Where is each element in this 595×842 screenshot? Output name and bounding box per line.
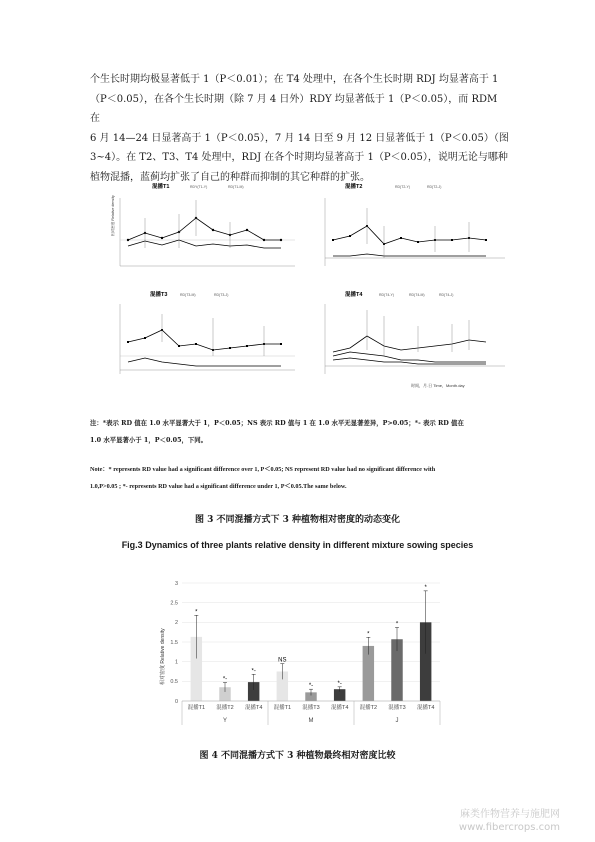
fig4-sig-label: * <box>367 631 370 638</box>
panel-t2-legend-1: RD(T2-Y) <box>395 185 410 189</box>
fig4-sig-label: NS <box>278 657 287 664</box>
body-paragraph <box>90 70 510 187</box>
panel-t1-legend-2: RD(T1-M) <box>228 185 244 189</box>
fig4-category-label: 混播T1 <box>187 705 206 711</box>
fig4-sig-label: * <box>395 621 399 628</box>
paragraph-line-3: 6 月 14—24 日显著高于 1（P＜0.05），7 月 14 日至 9 月 12 日显著低于 1（P＜0.05）（图 <box>90 132 509 144</box>
fig4-ytick-label: 0.5 <box>170 679 178 686</box>
fig3-caption-en: Fig.3 Dynamics of three plants relative density in different mixture sowing species <box>121 540 474 550</box>
panel-t4-title: 混播T4 <box>345 292 363 298</box>
fig4-caption-zh: 图 4 不同混播方式下 3 种植物最终相对密度比较 <box>199 751 396 761</box>
paragraph-line-5: 植物混播，蓝蓟均扩张了自己的种群而抑制的其它种群的扩张。 <box>90 171 370 183</box>
fig4-category-label: 混播T4 <box>330 705 349 711</box>
fig4-sig-label: *- <box>222 676 228 683</box>
panel-t4-legend-2: RD(T4-M) <box>409 293 425 297</box>
fig4-category-label: 混播T2 <box>216 705 234 711</box>
paragraph-line-2: （P＜0.05），在各个生长时期（除 7 月 4 日外）RDY 均显著低于 1（P＜0.05），而 RDM 在 <box>90 93 498 124</box>
panel-t3-legend-2: RD(T3-J) <box>214 293 229 297</box>
panel-t3 <box>120 290 295 374</box>
fig4-group-label: J <box>395 718 399 724</box>
fig4-ytick-label: 1.5 <box>170 639 178 646</box>
fig4-sig-label: *- <box>308 683 314 690</box>
watermark-line-2: www.fibercrops.com <box>458 822 560 833</box>
note-zh-line-1: 注：*表示 RD 值在 1.0 水平显著大于 1，P＜0.05；NS 表示 RD 值与 1 在 1.0 水平无显著差异，P>0.05；*- 表示 RD 值在 <box>90 419 464 427</box>
figure-notes-zh <box>90 415 510 449</box>
note-zh-line-2: 1.0 水平显著小于 1，P＜0.05，下同。 <box>90 436 208 444</box>
fig4-category-label: 混播T1 <box>273 705 292 711</box>
fig4-category-label: 混播T3 <box>388 705 406 711</box>
fig4-sig-label: *- <box>337 680 342 687</box>
paragraph-line-4: 3~4）。在 T2、T3、T4 处理中，RDJ 在各个时期均显著高于 1（P＜0.05），说明无论与哪种 <box>90 152 508 163</box>
panel-t2-title: 混播T2 <box>345 184 363 190</box>
fig4-category-label: 混播T2 <box>359 705 378 711</box>
fig3-xlabel: 时间，月.日 Time，Month.day <box>411 383 465 388</box>
panel-t1-title: 混播T1 <box>152 184 170 190</box>
fig4-ytick-label: 2 <box>174 620 178 627</box>
fig4-ytick-label: 1 <box>174 659 178 666</box>
panel-t1 <box>110 182 295 266</box>
watermark <box>380 808 560 834</box>
fig4-ylabel: 相对密度 Relative density <box>160 628 166 685</box>
fig4-sig-label: * <box>195 609 198 616</box>
panel-t4 <box>325 290 505 388</box>
fig4-group-label: Y <box>222 718 228 724</box>
fig4-ytick-label: 3 <box>174 580 178 587</box>
figure-4-bar-chart <box>150 575 450 735</box>
panel-t2-legend-2: RD(T2-J) <box>427 185 442 189</box>
note-en-line-2: 1.0,P>0.05 ; *- represents RD value had a significant difference under 1, P＜0.05.The same below. <box>90 483 347 490</box>
watermark-line-1: 麻类作物营养与施肥网 <box>460 809 560 820</box>
fig4-sig-label: * <box>424 584 427 591</box>
fig4-sig-label: *- <box>251 668 256 675</box>
panel-t2 <box>325 182 505 266</box>
fig4-ytick-label: 2.5 <box>170 600 178 607</box>
panel-t3-title: 混播T3 <box>150 292 168 298</box>
fig4-ytick-label: 0 <box>174 698 178 705</box>
fig3-caption-zh: 图 3 不同混播方式下 3 种植物相对密度的动态变化 <box>194 515 401 525</box>
figure-3 <box>110 178 510 400</box>
panel-t1-ylabel: 相对密度 Relative density <box>111 195 115 236</box>
fig4-group-label: M <box>308 718 314 724</box>
note-en-line-1: Note：* represents RD value had a significant difference over 1, P＜0.05; NS represent RD value had no significant difference with <box>90 466 436 473</box>
panel-t1-legend-1: RDY(T1-Y) <box>190 185 208 189</box>
panel-t3-legend-1: RD(T3-M) <box>180 293 196 297</box>
fig4-category-label: 混播T3 <box>302 705 320 711</box>
figure-notes-en <box>90 461 510 495</box>
panel-t4-legend-3: RD(T4-J) <box>439 293 454 297</box>
fig4-category-label: 混播T4 <box>416 705 435 711</box>
paragraph-line-1: 个生长时期均极显著低于 1（P＜0.01）；在 T4 处理中，在各个生长时期 RDJ 均显著高于 1 <box>90 74 499 85</box>
panel-t4-legend-1: RD(T4-Y) <box>379 293 394 297</box>
fig4-category-label: 混播T4 <box>244 705 263 711</box>
